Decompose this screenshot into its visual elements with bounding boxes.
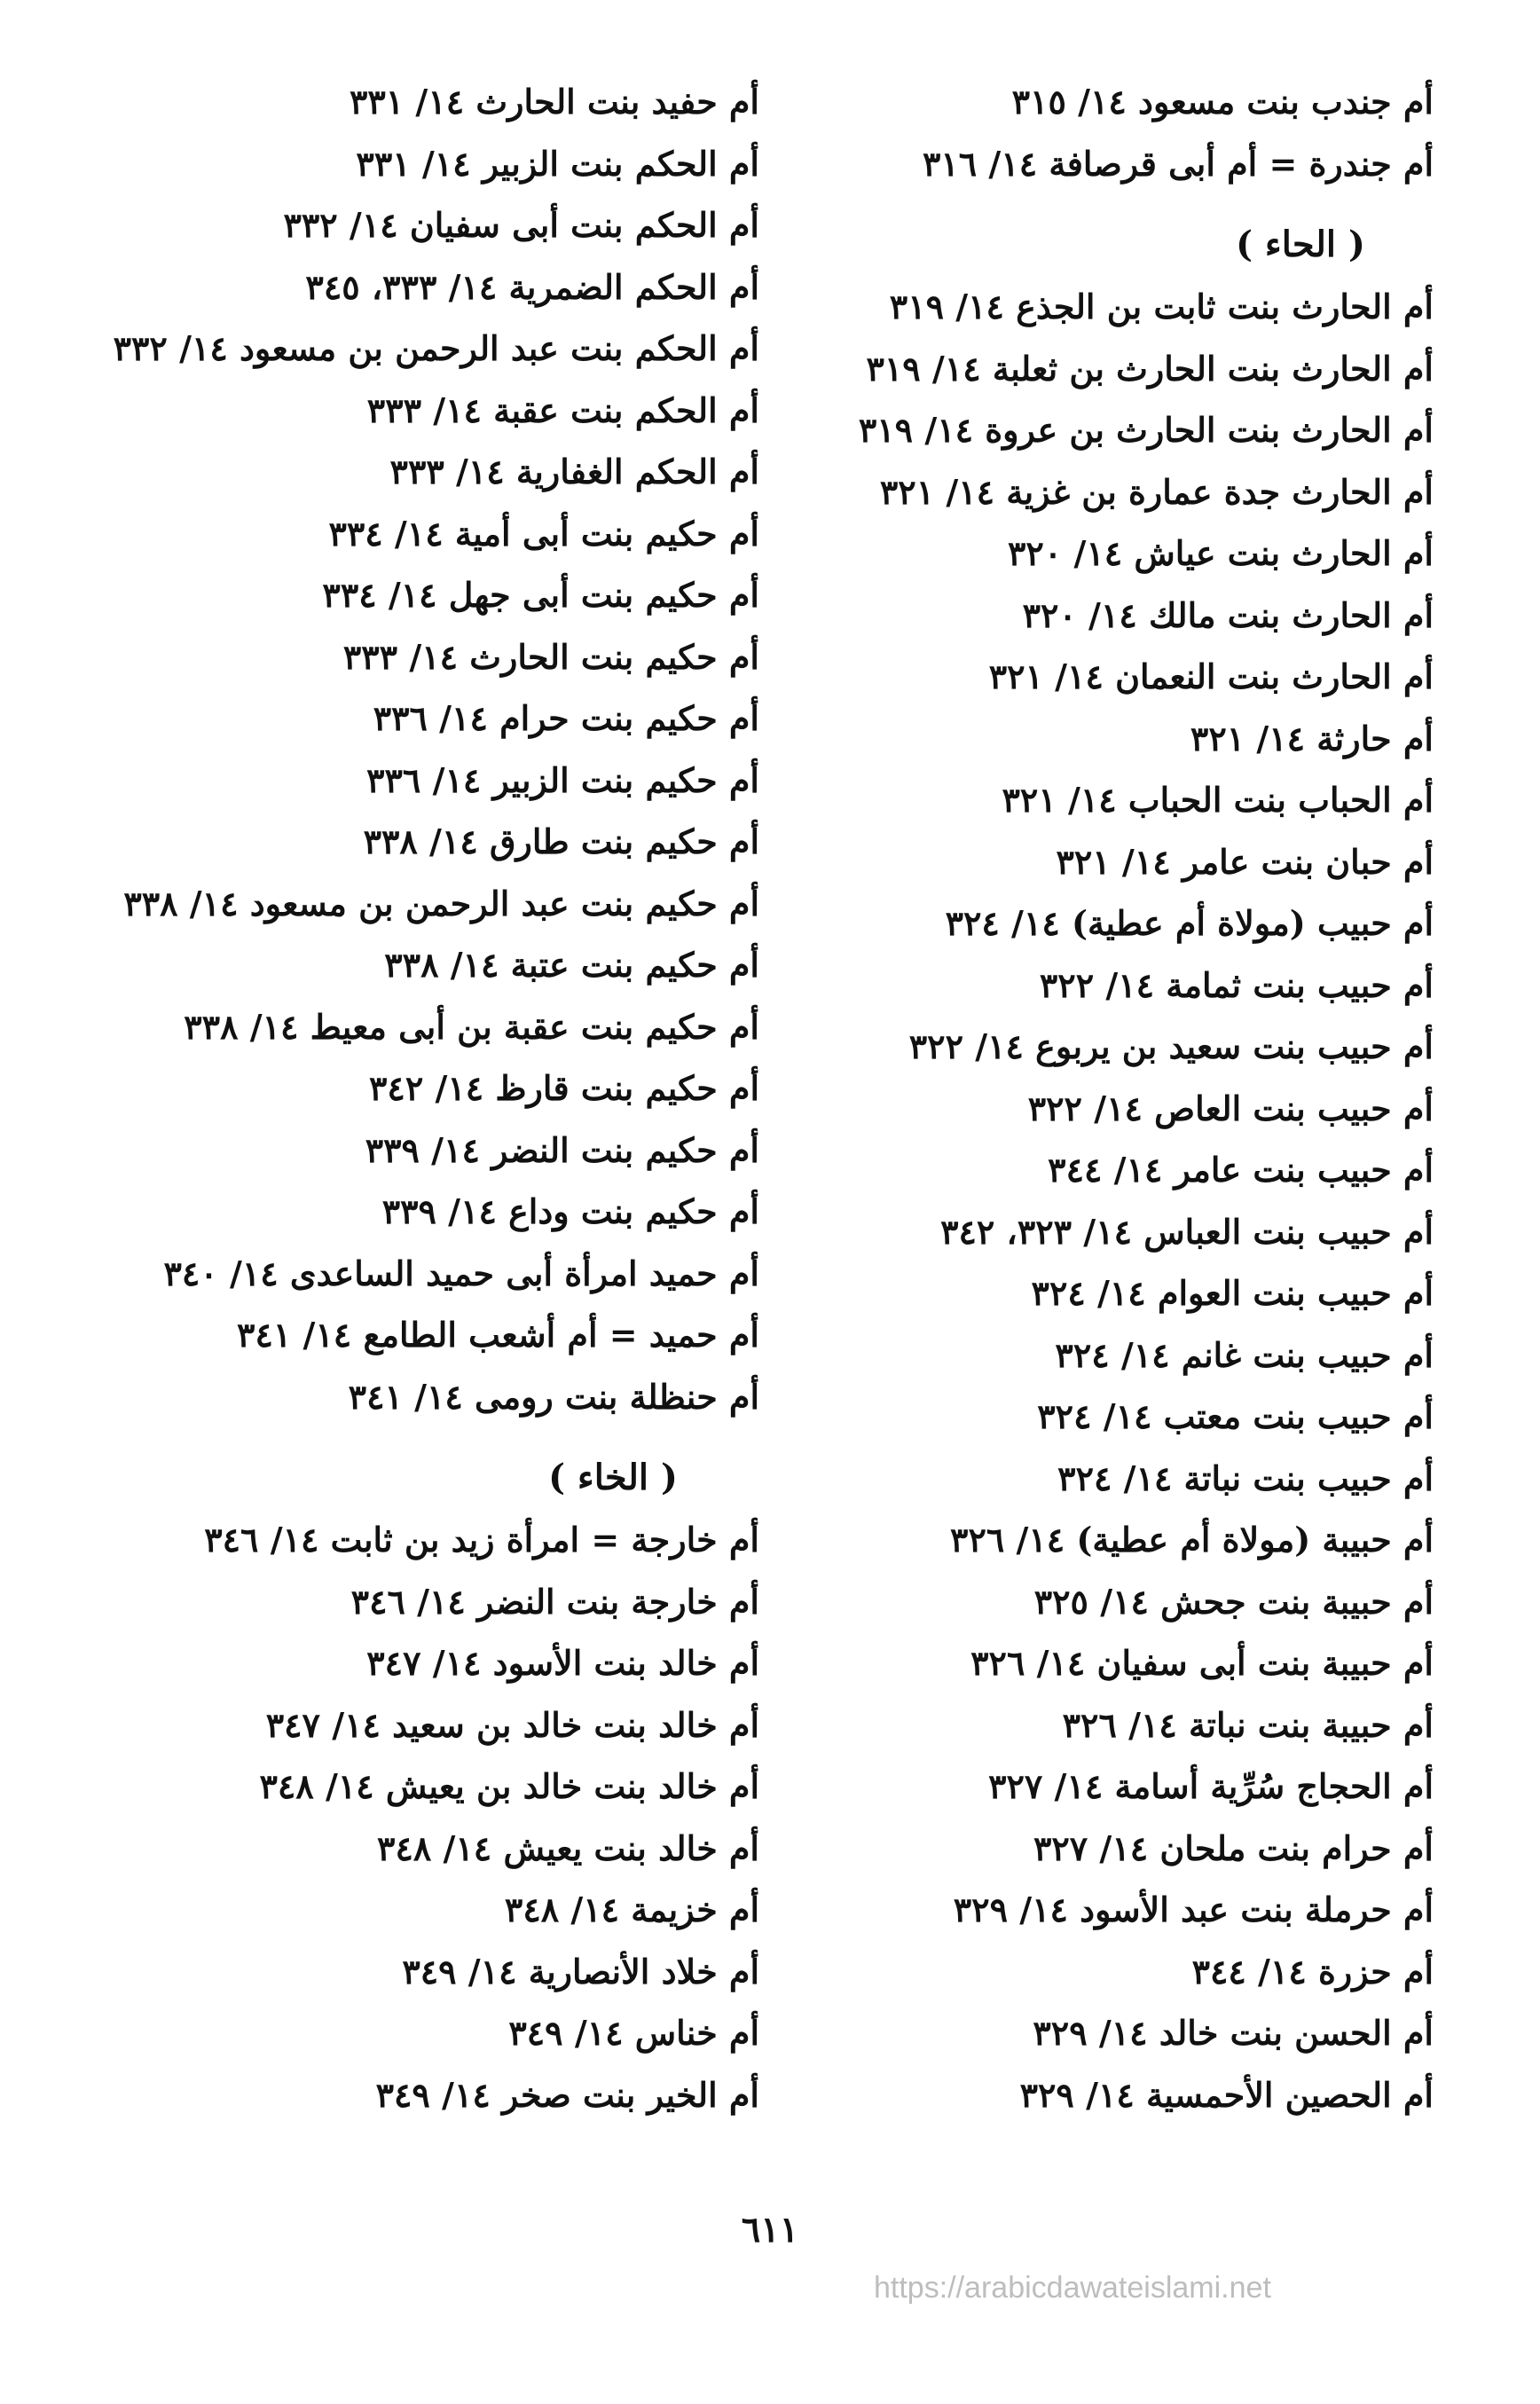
index-entry: أم حبيب بنت سعيد بن يربوع ١٤/ ٣٢٢ (908, 1026, 1434, 1066)
index-entry: أم جندرة = أم أبى قرصافة ١٤/ ٣١٦ (922, 143, 1434, 184)
index-entry: أم حكيم بنت النضر ١٤/ ٣٣٩ (365, 1129, 759, 1170)
index-entry: أم حبيبة بنت أبى سفيان ١٤/ ٣٢٦ (970, 1643, 1434, 1683)
page-number: ٦١١ (741, 2209, 799, 2251)
index-entry: أم حبيب بنت العباس ١٤/ ٣٢٣، ٣٤٢ (940, 1211, 1434, 1252)
index-entry: أم الحكم بنت عقبة ١٤/ ٣٣٣ (366, 389, 759, 430)
index-entry: أم حبيب (مولاة أم عطية) ١٤/ ٣٢٤ (945, 903, 1434, 943)
index-entry: أم الحكم بنت أبى سفيان ١٤/ ٣٣٢ (283, 205, 759, 245)
index-entry: أم الحجاج سُرِّية أسامة ١٤/ ٣٢٧ (988, 1766, 1434, 1806)
index-entry: أم خارجة = امرأة زيد بن ثابت ١٤/ ٣٤٦ (204, 1520, 759, 1559)
index-entry: أم الحارث بنت الحارث بن ثعلبة ١٤/ ٣١٩ (866, 348, 1434, 389)
index-entry: أم الحارث بنت النعمان ١٤/ ٣٢١ (988, 656, 1434, 696)
index-entry: أم حكيم بنت عتبة ١٤/ ٣٣٨ (384, 945, 759, 985)
index-entry: أم حميد = أم أشعب الطامع ١٤/ ٣٤١ (237, 1315, 759, 1355)
index-entry: أم حكيم بنت حرام ١٤/ ٣٣٦ (373, 698, 759, 738)
index-entry: أم حبيب بنت نباتة ١٤/ ٣٢٤ (1057, 1457, 1434, 1498)
index-entry: أم الخير بنت صخر ١٤/ ٣٤٩ (375, 2074, 759, 2115)
index-entry: أم الحكم الضمرية ١٤/ ٣٣٣، ٣٤٥ (305, 266, 759, 307)
index-entry: أم حبيبة بنت جحش ١٤/ ٣٢٥ (1033, 1581, 1434, 1622)
index-entry: أم خناس ١٤/ ٣٤٩ (508, 2013, 759, 2053)
index-entry: أم حبيب بنت عامر ١٤/ ٣٤٤ (1048, 1150, 1434, 1190)
index-entry: أم خالد بنت خالد بن سعيد ١٤/ ٣٤٧ (265, 1704, 759, 1745)
index-entry: أم خالد بنت الأسود ١٤/ ٣٤٧ (366, 1643, 759, 1683)
index-entry: أم الحارث جدة عمارة بن غزية ١٤/ ٣٢١ (879, 471, 1434, 512)
index-entry: أم خالد بنت خالد بن يعيش ١٤/ ٣٤٨ (259, 1766, 759, 1806)
index-entry: أم حكيم بنت قارظ ١٤/ ٣٤٢ (369, 1068, 759, 1108)
index-entry: أم حزرة ١٤/ ٣٤٤ (1191, 1951, 1434, 1992)
left-column (113, 71, 759, 2125)
index-entry: أم حكيم بنت وداع ١٤/ ٣٣٩ (381, 1191, 759, 1231)
index-entry: أم حكيم بنت أبى أمية ١٤/ ٣٣٤ (328, 513, 759, 554)
index-entry: أم حميد امرأة أبى حميد الساعدى ١٤/ ٣٤٠ (163, 1253, 759, 1293)
index-entry: أم الحارث بنت عياش ١٤/ ٣٢٠ (1007, 533, 1434, 573)
index-entry: أم جندب بنت مسعود ١٤/ ٣١٥ (1011, 82, 1434, 122)
right-column (858, 71, 1434, 2125)
index-entry: أم حكيم بنت عقبة بن أبى معيط ١٤/ ٣٣٨ (184, 1006, 759, 1047)
index-entry: أم الحصين الأحمسية ١٤/ ٣٢٩ (1019, 2074, 1434, 2115)
index-entry: أم حبيب بنت غانم ١٤/ ٣٢٤ (1055, 1334, 1434, 1375)
index-entry: أم حفيد بنت الحارث ١٤/ ٣٣١ (349, 82, 759, 122)
index-entry: أم خارجة بنت النضر ١٤/ ٣٤٦ (350, 1581, 759, 1622)
index-entry: أم حرام بنت ملحان ١٤/ ٣٢٧ (1033, 1827, 1434, 1868)
index-entry: أم الحكم الغفارية ١٤/ ٣٣٣ (389, 452, 759, 491)
index-entry: أم حارثة ١٤/ ٣٢١ (1190, 718, 1434, 758)
index-entry: أم خزيمة ١٤/ ٣٤٨ (504, 1889, 759, 1929)
index-entry: أم الحباب بنت الحباب ١٤/ ٣٢١ (1002, 780, 1434, 820)
index-entry: أم حبيب بنت ثمامة ١٤/ ٣٢٢ (1039, 964, 1434, 1005)
index-entry: أم حبان بنت عامر ١٤/ ٣٢١ (1056, 841, 1434, 882)
index-entry: أم الحارث بنت ثابت بن الجذع ١٤/ ٣١٩ (889, 287, 1434, 326)
index-entry: أم حكيم بنت الزبير ١٤/ ٣٣٦ (366, 759, 759, 800)
index-entry: أم حكيم بنت أبى جهل ١٤/ ٣٣٤ (322, 575, 759, 615)
index-entry: أم حنظلة بنت رومى ١٤/ ٣٤١ (348, 1376, 759, 1417)
index-entry: أم حكيم بنت طارق ١٤/ ٣٣٨ (363, 821, 759, 861)
index-entry: أم الحكم بنت الزبير ١٤/ ٣٣١ (356, 143, 759, 184)
index-entry: أم الحكم بنت عبد الرحمن بن مسعود ١٤/ ٣٣٢ (113, 328, 759, 368)
watermark-url: https://arabicdawateislami.net (874, 2271, 1271, 2305)
section-heading: ( الخاء ) (548, 1457, 678, 1498)
index-entry: أم خلاد الأنصارية ١٤/ ٣٤٩ (402, 1951, 759, 1992)
index-entry: أم حرملة بنت عبد الأسود ١٤/ ٣٢٩ (953, 1889, 1434, 1929)
index-entry: أم حكيم بنت عبد الرحمن بن مسعود ١٤/ ٣٣٨ (123, 883, 759, 923)
index-entry: أم الحارث بنت الحارث بن عروة ١٤/ ٣١٩ (858, 410, 1434, 450)
index-entry: أم حبيبة (مولاة أم عطية) ١٤/ ٣٢٦ (950, 1520, 1434, 1559)
index-entry: أم حبيب بنت العوام ١٤/ ٣٢٤ (1031, 1273, 1434, 1313)
index-entry: أم حبيب بنت معتب ١٤/ ٣٢٤ (1037, 1396, 1434, 1436)
index-entry: أم حبيب بنت العاص ١٤/ ٣٢٢ (1027, 1088, 1434, 1128)
section-heading: ( الحاء ) (1236, 224, 1365, 265)
index-entry: أم الحارث بنت مالك ١٤/ ٣٢٠ (1022, 594, 1434, 635)
index-entry: أم الحسن بنت خالد ١٤/ ٣٢٩ (1033, 2013, 1434, 2053)
index-entry: أم خالد بنت يعيش ١٤/ ٣٤٨ (377, 1827, 759, 1868)
index-entry: أم حبيبة بنت نباتة ١٤/ ٣٢٦ (1062, 1704, 1434, 1745)
index-entry: أم حكيم بنت الحارث ١٤/ ٣٣٣ (342, 636, 759, 677)
